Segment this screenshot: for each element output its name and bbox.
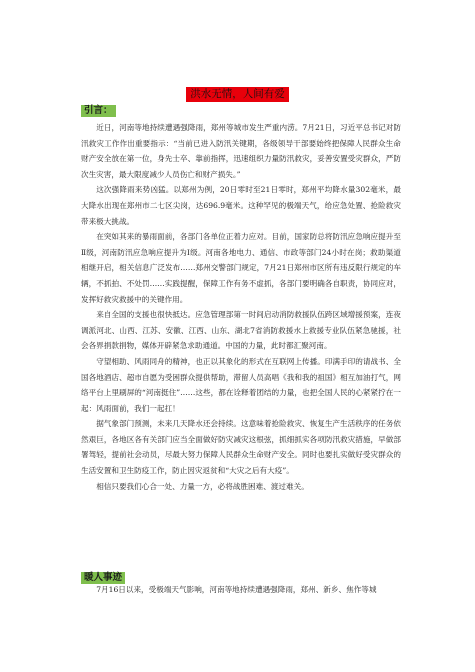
intro-body <box>81 120 401 494</box>
paragraph: 近日，河南等地持续遭遇强降雨，郑州等城市发生严重内涝。7月21日，习近平总书记对防汛救灾工作作出重要指示：“当前已进入防汛关键期，各级领导干部要始终把保障人民群众生命财产安全放在第一位，身先士卒、靠前指挥，迅速组织力量防汛救灾，妥善安置受灾群众，严防次生灾害，最大限度减少人员伤亡和财产损失。” <box>81 123 401 179</box>
paragraph: 守望相助、风雨同舟的精神，也正以其象化的形式在互联网上传播。印满手印的请战书、全国各地酒店、超市自愿为受困群众提供帮助，滞留人员高唱《我和我的祖国》相互加油打气，网络平台上里刷屏的“河南挺住”……这些，都在诠释着团结的力量，也把全国人民的心紧紧拧在一起：风雨面前，我们一起扛！ <box>81 356 401 413</box>
paragraph: 这次强降雨来势凶猛。以郑州为例，20日零时至21日零时，郑州平均降水量302毫米，最大降水出现在郑州市二七区尖岗，达696.9毫米。这种罕见的极端天气，给应急处置、抢险救灾带来极大挑战。 <box>81 185 401 226</box>
paragraph: 在突如其来的暴雨面前，各部门各单位正着力应对。目前，国家防总将防汛应急响应提升至Ⅱ级，河南防汛应急响应提升为Ⅰ级。河南各地电力、通信、市政等部门24小时在岗；救助渠道相继开启，相关信息广泛发布……郑州交警部门规定，7月21日郑州市区所有违反限行规定的车辆，不抓拍、不处罚……实践提醒，保障工作有务不虚抓，各部门要明确各自职责，协同应对，发挥好救灾救援中的关键作用。 <box>81 232 401 304</box>
paragraph: 据气象部门预测，未来几天降水还会持续。这意味着抢险救灾、恢复生产生活秩序的任务依然艰巨，各地区各有关部门应当全面做好防灾减灾这根弦，抓细抓实各项防汛救灾措施，早做部署驾轻，提前社会动员，尽最大努力保障人民群众生命财产安全。同时也要扎实做好受灾群众的生活安置和卫生防疫工作，防止因灾返贫和“大灾之后有大疫”。 <box>81 419 401 476</box>
document-title: 洪水无情，人间有爱 <box>186 87 289 102</box>
section-heading-stories: 暖人事迹 <box>81 572 125 584</box>
paragraph: 相信只要我们心合一处、力量一方，必将战胜困难、渡过难关。 <box>96 481 309 491</box>
title-wrap <box>0 82 475 102</box>
paragraph: 来自全国的支援也很快抵达。应急管理部第一时间启动消防救援队伍跨区域增援预案，连夜调派河北、山西、江苏、安徽、江西、山东、湖北7省消防救援水上救援专业队伍紧急驰援，社会各界捐款捐物，媒体开辟紧急求助通道。中国的力量，此时都汇聚河南。 <box>81 310 401 351</box>
paragraph: 7月16日以来，受极端天气影响，河南等地持续遭遇强降雨，郑州、新乡、焦作等城 <box>96 585 377 594</box>
stories-body <box>81 582 401 598</box>
section-heading-intro: 引言： <box>81 105 116 117</box>
